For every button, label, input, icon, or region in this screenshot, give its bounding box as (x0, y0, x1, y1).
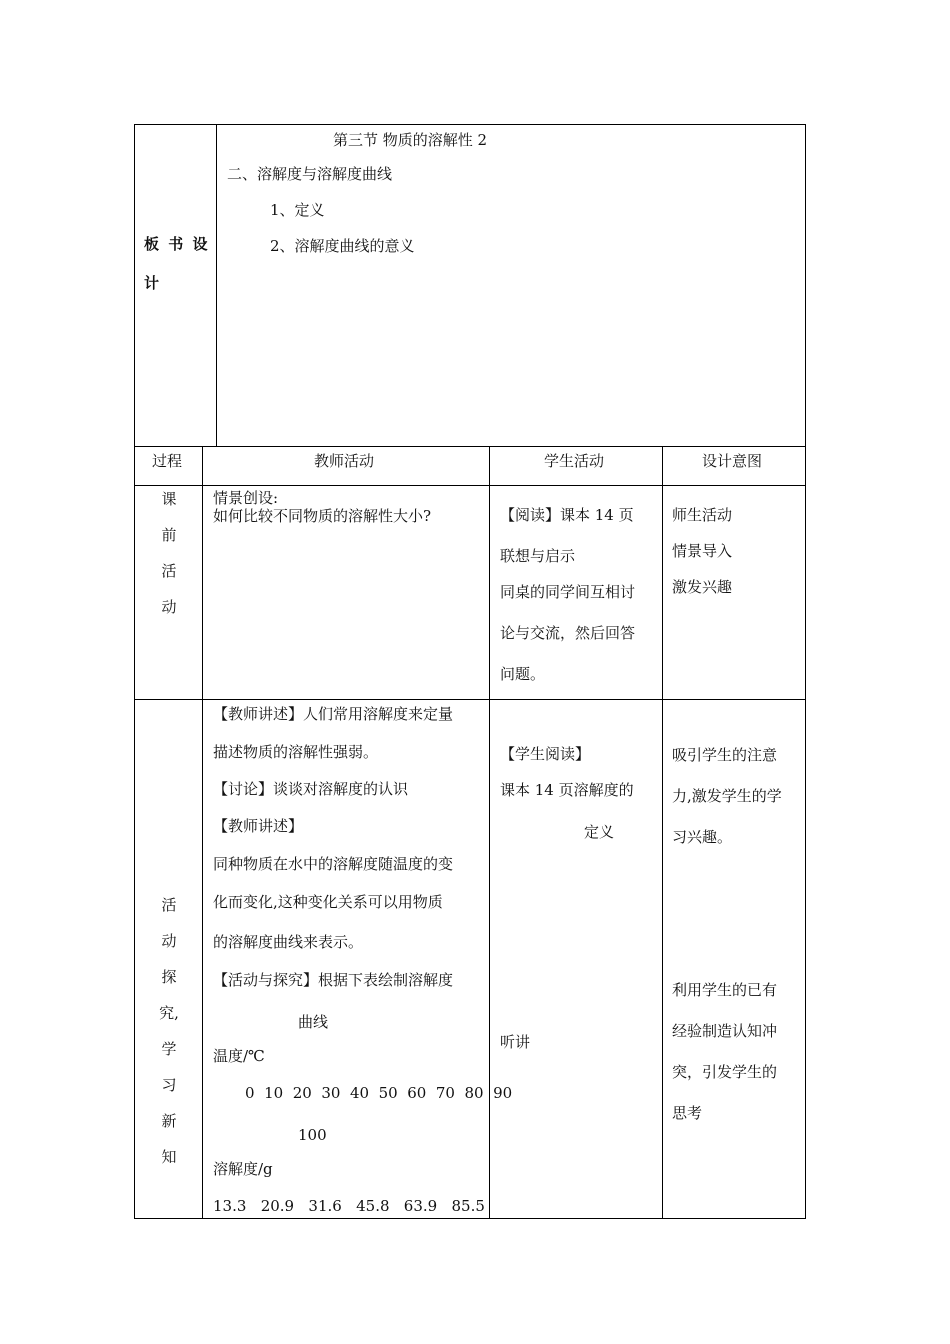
header-teacher: 教师活动 (314, 452, 375, 470)
row1-student-line: 论与交流，然后回答 (500, 624, 636, 642)
row2-process-char: 探 (161, 968, 177, 986)
row1-student-line: 同桌的同学间互相讨 (500, 583, 636, 601)
table-top-border (134, 124, 806, 125)
header-bottom-border (134, 485, 806, 486)
header-process: 过程 (152, 452, 183, 470)
row2-intent-line: 思考 (672, 1104, 703, 1122)
row1-student-line: 问题。 (500, 665, 546, 683)
board-section: 二、溶解度与溶解度曲线 (227, 165, 393, 183)
row2-teacher-line: 【讨论】谈谈对溶解度的认识 (213, 780, 409, 798)
row2-teacher-line: 化而变化,这种变化关系可以用物质 (213, 893, 443, 911)
row2-intent-line: 突，引发学生的 (672, 1063, 778, 1081)
board-title: 第三节 物质的溶解性 2 (333, 131, 488, 149)
row2-student-line: 听讲 (500, 1033, 531, 1051)
row1-process-char: 课 (161, 490, 177, 508)
row2-intent-line: 习兴趣。 (672, 828, 733, 846)
row2-process-char: 究, (159, 1004, 179, 1022)
row1-intent-line: 师生活动 (672, 506, 733, 524)
table-bottom-border (134, 1218, 806, 1219)
row1-student-line: 联想与启示 (500, 547, 576, 565)
row1-teacher-line: 情景创设: (213, 489, 279, 507)
teacher-column-divider (489, 446, 490, 1219)
process-column-divider (202, 446, 203, 1219)
row1-process-char: 动 (161, 598, 177, 616)
row2-teacher-line: 描述物质的溶解性强弱。 (213, 743, 379, 761)
row1-intent-line: 情景导入 (672, 542, 733, 560)
student-column-divider (662, 446, 663, 1219)
row1-process-char: 活 (161, 562, 177, 580)
row2-teacher-line: 【活动与探究】根据下表绘制溶解度 (213, 971, 454, 989)
board-design-label: 板 书 设 (144, 235, 210, 253)
row2-student-line: 课本 14 页溶解度的 (500, 781, 634, 799)
row2-teacher-line: 100 (298, 1126, 327, 1144)
row2-teacher-line: 溶解度/g (213, 1160, 273, 1178)
row2-intent-line: 力,激发学生的学 (672, 787, 782, 805)
row2-teacher-line: 温度/℃ (213, 1047, 265, 1065)
row2-intent-line: 利用学生的已有 (672, 981, 778, 999)
row2-teacher-line: 曲线 (298, 1013, 329, 1031)
board-bottom-border (134, 446, 806, 447)
temperature-values: 0 10 20 30 40 50 60 70 80 90 (245, 1084, 513, 1102)
row2-intent-line: 经验制造认知冲 (672, 1022, 778, 1040)
row2-teacher-line: 【教师讲述】人们常用溶解度来定量 (213, 705, 454, 723)
row2-process-char: 新 (161, 1112, 177, 1130)
header-intent: 设计意图 (702, 452, 763, 470)
row2-student-line: 定义 (584, 823, 615, 841)
row2-teacher-line: 同种物质在水中的溶解度随温度的变 (213, 855, 454, 873)
board-design-label-cont: 计 (144, 274, 160, 292)
row1-bottom-border (134, 699, 806, 700)
board-label-divider (216, 124, 217, 446)
table-left-border (134, 124, 135, 1219)
board-item-definition: 1、定义 (270, 201, 325, 219)
solubility-values: 13.3 20.9 31.6 45.8 63.9 85.5 (213, 1197, 485, 1215)
row2-process-char: 活 (161, 896, 177, 914)
row2-intent-line: 吸引学生的注意 (672, 746, 778, 764)
row1-intent-line: 激发兴趣 (672, 578, 733, 596)
row1-process-char: 前 (161, 526, 177, 544)
row2-teacher-line: 的溶解度曲线来表示。 (213, 933, 364, 951)
row1-student-line: 【阅读】课本 14 页 (500, 506, 634, 524)
table-right-border (805, 124, 806, 1219)
header-student: 学生活动 (544, 452, 605, 470)
row2-process-char: 知 (161, 1148, 177, 1166)
row1-teacher-line: 如何比较不同物质的溶解性大小? (213, 507, 432, 525)
row2-process-char: 动 (161, 932, 177, 950)
row2-teacher-line: 【教师讲述】 (213, 817, 304, 835)
row2-process-char: 习 (161, 1076, 177, 1094)
row2-student-line: 【学生阅读】 (500, 745, 591, 763)
row2-process-char: 学 (161, 1040, 177, 1058)
board-item-curve-meaning: 2、溶解度曲线的意义 (270, 237, 415, 255)
